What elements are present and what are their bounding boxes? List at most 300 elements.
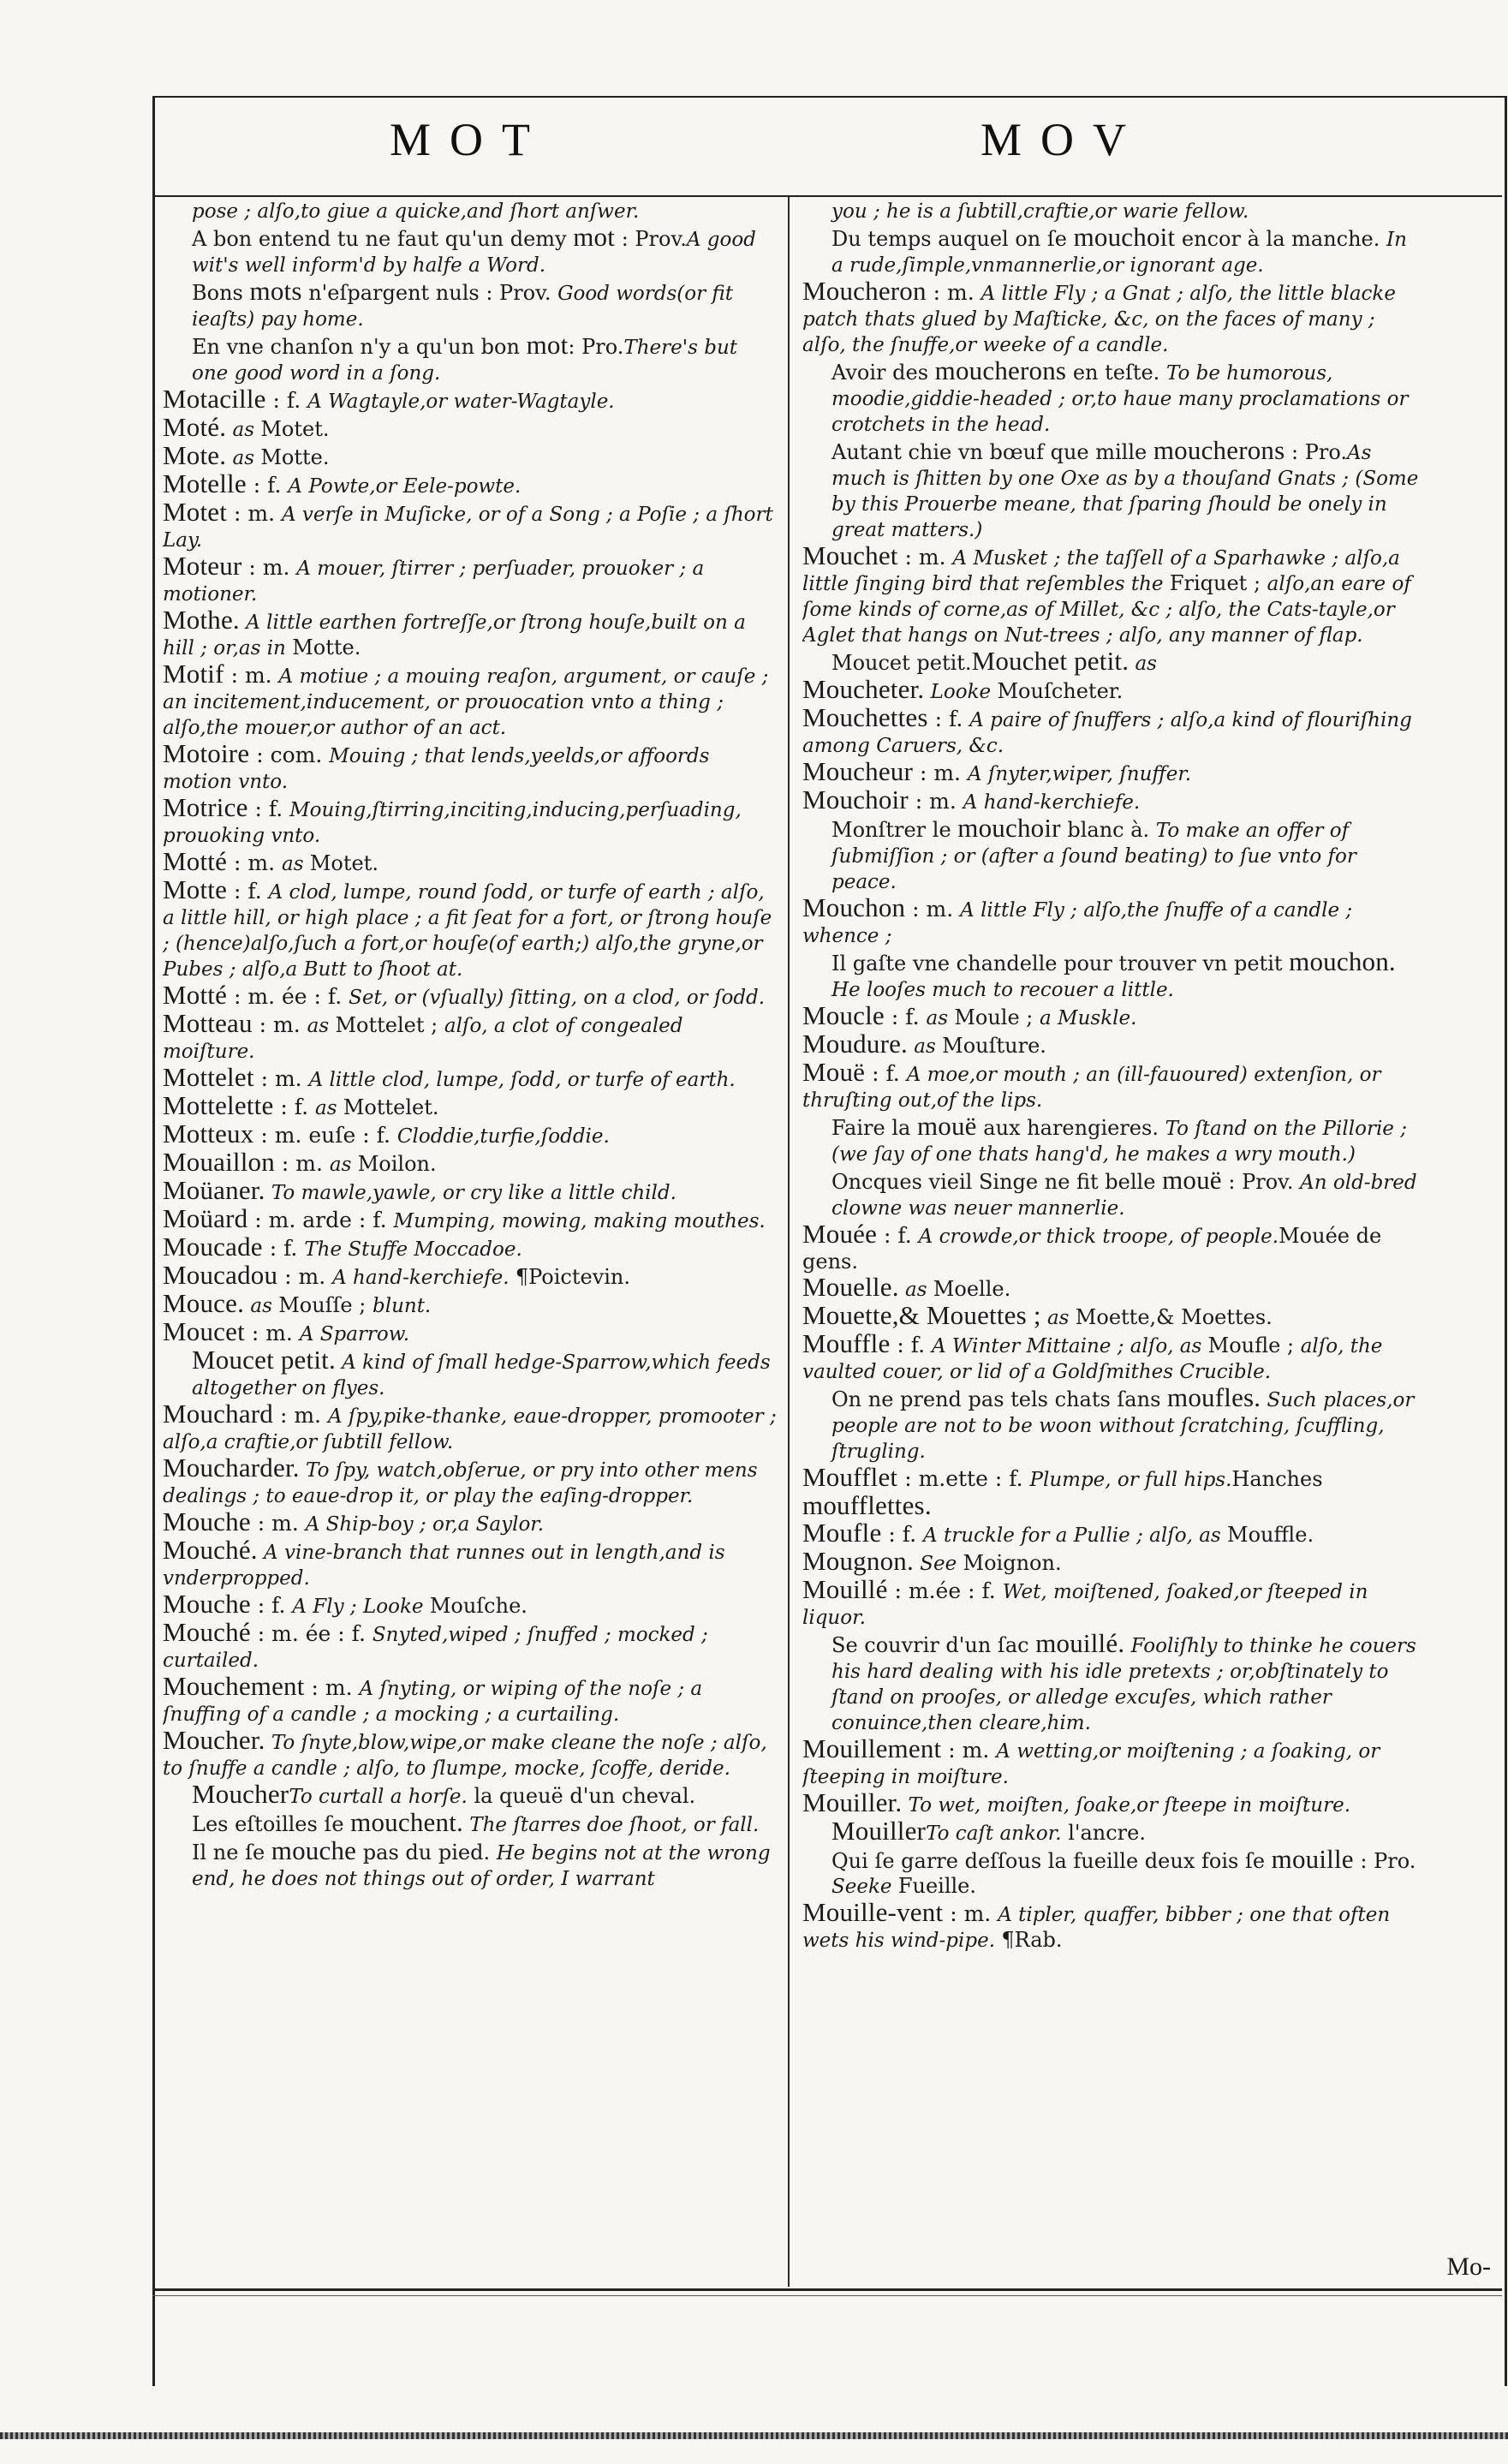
- english-gloss: A ſnyter,wiper, ſnuffer.: [967, 763, 1192, 785]
- english-gloss: as: [226, 447, 261, 469]
- grammar-tag: : m.ée : f.: [887, 1578, 1003, 1603]
- column-divider: [788, 197, 790, 2287]
- headword: Motteau: [163, 1008, 253, 1038]
- french-text: en teſte.: [1066, 361, 1166, 385]
- headword: Moucheron: [802, 276, 927, 306]
- french-text: Moilon.: [357, 1152, 437, 1176]
- grammar-tag: : m.: [241, 555, 297, 580]
- english-gloss: A moe,or mouth ; an (ill-fauoured) extenſion, or thruſting out,of the lips.: [802, 1064, 1381, 1112]
- english-gloss: Set, or (vſually) ſitting, on a clod, or ſodd.: [349, 987, 766, 1009]
- dictionary-entry: [802, 224, 1419, 278]
- headword: mouille: [1271, 1844, 1354, 1874]
- english-gloss: A tipler, quaffer, bibber ; one that often wets his wind-pipe.: [802, 1904, 1391, 1952]
- grammar-tag: : m. arde : f.: [247, 1208, 394, 1232]
- english-gloss: To mawle,yawle, or cry like a little child.: [265, 1182, 677, 1204]
- headword: Mouché.: [163, 1535, 258, 1565]
- headword: Moucet petit.: [192, 1345, 336, 1375]
- english-gloss: To ſpy, watch,obſerue, or pry into other mens dealings ; to eaue-drop it, or play the eaſing-dropper.: [163, 1459, 758, 1507]
- headword: mouchent.: [350, 1807, 463, 1837]
- dictionary-entry: [802, 1031, 1419, 1059]
- dictionary-entry: [163, 1835, 779, 1892]
- english-gloss: An old-bred clowne was neuer mannerlie.: [831, 1172, 1417, 1220]
- english-gloss: A verſe in Muſicke, or of a Song ; a Poſie ; a ſhort Lay.: [163, 504, 773, 552]
- headword: Mouë: [802, 1057, 866, 1087]
- headword: Mouchon: [802, 892, 906, 922]
- english-gloss: A Musket ; the taſſell of a Sparhawke ; alſo,a little ſinging bird that reſembles the: [802, 547, 1400, 595]
- headword: mouë: [916, 1111, 977, 1141]
- dictionary-entry: [802, 648, 1419, 677]
- french-text: Mouſcheter.: [997, 679, 1124, 703]
- dictionary-entry: [802, 815, 1419, 895]
- french-text: Les eſtoilles ſe: [192, 1812, 351, 1836]
- dictionary-entry: [163, 1347, 779, 1401]
- english-gloss: Snyted,wiped ; ſnuffed ; mocked ; curtailed.: [163, 1624, 708, 1672]
- grammar-tag: : m.: [277, 1264, 333, 1289]
- english-gloss: A clod, lumpe, round ſodd, or turfe of earth ; alſo, a little hill, or high place ; a fit ſeat for a fort, or ſtrong houſe ; (hence)alſo,ſuch a fort,or houſe(of earth;) alſo,the gryne,or Pubes ; alſo,a Butt to ſhoot at.: [163, 881, 772, 981]
- french-text: ¶Rab.: [1001, 1928, 1063, 1952]
- english-gloss: as: [1040, 1307, 1076, 1329]
- dictionary-entry: [163, 1175, 779, 1206]
- grammar-tag: : m.: [897, 545, 953, 570]
- french-text: Mouſſe ;: [278, 1293, 373, 1317]
- dictionary-entry: [163, 278, 779, 332]
- headword: Mouce.: [163, 1288, 245, 1318]
- headword: Moucet: [163, 1316, 245, 1346]
- grammar-tag: : f.: [246, 473, 289, 498]
- dictionary-entry: [163, 199, 779, 224]
- french-text: Qui ſe garre deſſous la fueille deux fois ſe: [831, 1849, 1272, 1873]
- english-gloss: To curtall a horſe.: [289, 1786, 468, 1808]
- french-text: Motet.: [260, 417, 330, 441]
- headword: Moucher: [192, 1779, 289, 1809]
- headword: Mouée: [802, 1219, 878, 1249]
- french-text: Faire la: [831, 1116, 917, 1140]
- french-text: Moelle.: [933, 1277, 1011, 1301]
- headword: Motté: [163, 980, 228, 1010]
- english-gloss: you ; he is a ſubtill,craftie,or warie fellow.: [831, 200, 1249, 223]
- french-text: Motet.: [309, 851, 378, 875]
- grammar-tag: : m.: [941, 1738, 997, 1763]
- english-gloss: Looke: [924, 681, 998, 703]
- english-gloss: Wet, moiſtened, ſoaked,or ſteeped in liquor.: [802, 1581, 1368, 1629]
- english-gloss: Seeke: [831, 1876, 898, 1898]
- dictionary-entry: [163, 1617, 779, 1673]
- dictionary-entry: [163, 499, 779, 553]
- dictionary-entry: [163, 1727, 779, 1781]
- dictionary-entry: [802, 1059, 1419, 1113]
- english-gloss: A ſpy,pike-thanke, eaue-dropper, promooter ; alſo,a craftie,or ſubtill fellow.: [163, 1405, 777, 1453]
- headword: Motif: [163, 659, 224, 689]
- headword: Motacille: [163, 384, 266, 414]
- french-text: Fueille.: [897, 1874, 977, 1898]
- dictionary-entry: [802, 892, 1419, 949]
- english-gloss: A Winter Mittaine ; alſo, as: [932, 1335, 1208, 1357]
- dictionary-entry: [163, 1062, 779, 1093]
- headword: Moteur: [163, 551, 242, 581]
- dictionary-entry: [163, 1203, 779, 1234]
- grammar-tag: : f.: [247, 796, 290, 821]
- headword: Mottelet: [163, 1062, 254, 1092]
- headword: Moufle: [802, 1518, 882, 1548]
- headword: Mougnon.: [802, 1546, 914, 1576]
- english-gloss: A Powte,or Eele-powte.: [288, 475, 522, 498]
- headword: Moucharder.: [163, 1453, 300, 1483]
- english-gloss: A crowde,or thick troope, of people.: [918, 1226, 1279, 1248]
- headword: moufles.: [1167, 1382, 1261, 1412]
- french-text: : Pro.: [568, 335, 624, 359]
- headword: mot: [526, 330, 569, 360]
- headword: Mottelette: [163, 1090, 274, 1120]
- headword: Mouche: [163, 1506, 251, 1536]
- english-gloss: alſo, the vaulted couer, or lid of a Goldſmithes Crucible.: [802, 1335, 1383, 1383]
- headword: Mouchement: [163, 1671, 305, 1701]
- dictionary-entry: [163, 1781, 779, 1810]
- french-text: : Prov.: [1221, 1170, 1301, 1194]
- grammar-tag: : m.: [943, 1901, 998, 1926]
- headword: Mouchet petit.: [971, 646, 1130, 676]
- english-gloss: The ſtarres doe ſhoot, or fall.: [462, 1814, 760, 1836]
- dictionary-entry: [163, 846, 779, 877]
- headword: Moucle: [802, 1000, 885, 1030]
- french-text: Mouſche.: [429, 1594, 528, 1618]
- french-text: : Pro.: [1353, 1849, 1416, 1873]
- english-gloss: as: [898, 1279, 933, 1301]
- english-gloss: A Fly ; Looke: [292, 1596, 430, 1618]
- english-gloss: To be humorous, moodie,giddie-headed ; or,to haue many proclamations or crotchets in the head.: [831, 362, 1409, 436]
- grammar-tag: : m.: [273, 1403, 328, 1428]
- dictionary-entry: [802, 1574, 1419, 1631]
- dictionary-entry: [802, 787, 1419, 815]
- french-text: Avoir des: [831, 361, 935, 385]
- grammar-tag: : f.: [890, 1333, 933, 1357]
- dictionary-entry: [802, 1897, 1419, 1954]
- dictionary-entry: [802, 702, 1419, 759]
- english-gloss: A little Fly ; a Gnat ; alſo, the little blacke patch thats glued by Maſticke, &c, on the faces of many ; alſo, the ſnuffe,or weeke of a candle.: [802, 283, 1396, 356]
- dictionary-entry: [802, 1818, 1419, 1847]
- footer-rule: [152, 2288, 1502, 2291]
- grammar-tag: : m.: [913, 761, 968, 785]
- dictionary-entry: [802, 1382, 1419, 1465]
- french-text: En vne chanſon n'y a qu'un bon: [192, 335, 527, 359]
- running-head-left: MOT: [390, 114, 549, 165]
- headword: Motteux: [163, 1119, 254, 1148]
- grammar-tag: : f.: [265, 388, 308, 413]
- dictionary-entry: [802, 278, 1419, 358]
- english-gloss: A hand-kerchiefe.: [963, 791, 1141, 814]
- headword: Moucade: [163, 1232, 263, 1262]
- french-text: Autant chie vn bœuf que mille: [831, 440, 1153, 464]
- english-gloss: A wetting,or moiſtening ; a ſoaking, or ſteeping in moiſture.: [802, 1740, 1380, 1788]
- grammar-tag: : f.: [865, 1061, 907, 1086]
- dictionary-entry: [163, 1149, 779, 1178]
- footer-rule-thin: [152, 2295, 1502, 2296]
- dictionary-entry: [802, 355, 1419, 438]
- dictionary-entry: [802, 1462, 1419, 1520]
- english-gloss: A Sparrow.: [299, 1323, 410, 1345]
- grammar-tag: : m.: [224, 663, 279, 688]
- grammar-tag: : f.: [884, 1005, 927, 1029]
- dictionary-entry: [802, 1844, 1419, 1900]
- dictionary-entry: [163, 607, 779, 661]
- headword: Mouiller.: [802, 1787, 903, 1817]
- french-text: encor à la manche.: [1175, 227, 1387, 251]
- dictionary-entry: [802, 674, 1419, 705]
- grammar-tag: : m.: [905, 897, 961, 922]
- headword: Mouffle: [802, 1328, 891, 1358]
- dictionary-entry: [802, 1113, 1419, 1167]
- headword: Mouaillon: [163, 1147, 275, 1177]
- dictionary-entry: [163, 553, 779, 607]
- dictionary-entry: [802, 1733, 1419, 1790]
- grammar-tag: : f.: [881, 1522, 924, 1547]
- headword: Moucheter.: [802, 674, 925, 704]
- french-text: Motte.: [260, 445, 330, 469]
- english-gloss: pose ; alſo,to giue a quicke,and ſhort anſwer.: [192, 200, 640, 223]
- headword: Motet: [163, 497, 228, 527]
- headword: Mouiller: [831, 1816, 927, 1846]
- grammar-tag: : m.: [253, 1066, 309, 1091]
- english-gloss: A hand-kerchiefe.: [332, 1267, 516, 1289]
- french-text: n'eſpargent nuls : Prov.: [301, 281, 558, 305]
- french-text: : Pro.: [1284, 440, 1348, 464]
- french-text: : Prov.: [615, 227, 687, 251]
- english-gloss: To make an offer of ſubmiſſion ; or (after a ſound beating) to ſue vnto for peace.: [831, 820, 1356, 893]
- french-text: Motte.: [292, 635, 361, 659]
- english-gloss: A truckle for a Pullie ; alſo, as: [923, 1524, 1228, 1547]
- dictionary-entry: [163, 1673, 779, 1727]
- headword: Mouillé: [802, 1574, 888, 1604]
- dictionary-entry: [163, 1591, 779, 1620]
- headword: Motoire: [163, 738, 250, 768]
- dictionary-entry: [163, 332, 779, 386]
- headword: Mouille-vent: [802, 1897, 944, 1927]
- dictionary-entry: [802, 199, 1419, 224]
- headword: Motrice: [163, 792, 248, 822]
- french-text: Se couvrir d'un ſac: [831, 1633, 1036, 1657]
- english-gloss: To wet, moiſten, ſoake,or ſteepe in moiſture.: [902, 1794, 1351, 1817]
- french-text: Mouée de gens.: [802, 1224, 1382, 1274]
- headword: Mouché: [163, 1617, 251, 1647]
- english-gloss: To caſt ankor.: [926, 1823, 1062, 1845]
- french-text: Moette,& Moettes.: [1075, 1305, 1273, 1329]
- headword: Moucher.: [163, 1725, 265, 1755]
- french-text: Bons: [192, 281, 250, 305]
- headword: mouë: [1162, 1165, 1222, 1195]
- dictionary-entry: [163, 412, 779, 443]
- english-gloss: A good wit's well inform'd by halfe a Word.: [192, 229, 756, 277]
- french-text: Mottelet.: [343, 1095, 439, 1119]
- french-text: Monſtrer le: [831, 818, 958, 842]
- headword: Moudure.: [802, 1029, 908, 1059]
- dictionary-entry: [163, 440, 779, 471]
- grammar-tag: : f.: [262, 1236, 305, 1261]
- headword: Mote.: [163, 440, 227, 470]
- dictionary-entry: [163, 1121, 779, 1149]
- dictionary-entry: [163, 468, 779, 499]
- grammar-tag: : m. ée : f.: [250, 1621, 373, 1646]
- right-column: [802, 199, 1419, 2270]
- english-gloss: Mouing ; that lends,yeelds,or affoords motion vnto.: [163, 745, 710, 793]
- headword: Mouette,& Mouettes ;: [802, 1300, 1041, 1330]
- english-gloss: Good words(or fit ieaſts) pay home.: [192, 283, 733, 331]
- dictionary-entry: [163, 874, 779, 982]
- headword: Moufflet: [802, 1462, 898, 1492]
- english-gloss: as: [307, 1015, 336, 1037]
- dictionary-entry: [163, 1090, 779, 1121]
- french-text: Oncques vieil Singe ne fit belle: [831, 1170, 1163, 1194]
- dictionary-entry: [163, 1401, 779, 1455]
- dictionary-entry: [163, 1234, 779, 1262]
- english-gloss: A paire of ſnuffers ; alſo,a kind of flouriſhing among Caruers, &c.: [802, 709, 1412, 757]
- dictionary-entry: [163, 982, 779, 1011]
- english-gloss: A kind of ſmall hedge-Sparrow,which feeds altogether on flyes.: [192, 1351, 771, 1399]
- running-head-right: MOV: [980, 114, 1146, 165]
- grammar-tag: : m.: [926, 280, 981, 305]
- headword: Mouelle.: [802, 1272, 899, 1302]
- french-text: Moucet petit.: [831, 651, 972, 675]
- french-text: Moule ;: [954, 1005, 1040, 1029]
- french-text: blanc à.: [1060, 818, 1156, 842]
- french-text: Mouffle.: [1227, 1523, 1314, 1547]
- english-gloss: A little clod, lumpe, ſodd, or turfe of earth.: [308, 1069, 736, 1091]
- english-gloss: Mouing,ſtirring,inciting,inducing,perſuading, prouoking vnto.: [163, 799, 742, 847]
- english-gloss: blunt.: [372, 1295, 432, 1317]
- english-gloss: as: [244, 1295, 279, 1317]
- headword: Mouillement: [802, 1733, 942, 1763]
- headword: Mouchettes: [802, 702, 928, 732]
- english-gloss: Plumpe, or full hips.: [1029, 1469, 1232, 1491]
- dictionary-entry: [802, 1274, 1419, 1303]
- grammar-tag: : m. euſe : f.: [253, 1123, 397, 1148]
- french-text: Moignon.: [963, 1551, 1062, 1575]
- headword: moucherons: [1153, 435, 1285, 465]
- headword: Moüard: [163, 1203, 248, 1233]
- grammar-tag: : m.ette : f.: [897, 1466, 1030, 1491]
- dictionary-entry: [163, 224, 779, 278]
- scan-edge: [0, 2432, 1508, 2439]
- english-gloss: A Ship-boy ; or,a Saylor.: [305, 1513, 545, 1536]
- dictionary-entry: [802, 756, 1419, 787]
- french-text: Mottelet ;: [335, 1013, 444, 1037]
- english-gloss: To ſnyte,blow,wipe,or make cleane the noſe ; alſo, to ſnuffe a candle ; alſo, to ſlumpe, mocke, ſcoffe, deride.: [163, 1732, 767, 1780]
- dictionary-entry: [163, 1506, 779, 1537]
- french-text: ¶Poictevin.: [515, 1265, 631, 1289]
- headword: mot: [573, 222, 616, 252]
- english-gloss: as: [314, 1097, 343, 1119]
- french-text: Il gaſte vne chandelle pour trouver vn petit: [831, 952, 1290, 975]
- english-gloss: a Muskle.: [1040, 1007, 1137, 1029]
- english-gloss: In a rude,ſimple,vnmannerlie,or ignorant age.: [831, 229, 1407, 277]
- grammar-tag: : m.: [908, 789, 963, 814]
- english-gloss: He looſes much to recouer a little.: [831, 979, 1174, 1001]
- english-gloss: A motiue ; a mouing reaſon, argument, or cauſe ; an incitement,inducement, or prouocation vnto a thing ; alſo,the mouer,or author of an act.: [163, 665, 769, 739]
- dictionary-entry: [802, 1787, 1419, 1818]
- english-gloss: as: [226, 419, 261, 441]
- headword: Mouche: [163, 1589, 251, 1619]
- english-gloss: as: [926, 1007, 955, 1029]
- english-gloss: A mouer, ſtirrer ; perſuader, prouoker ; a motioner.: [163, 558, 705, 606]
- grammar-tag: : f.: [927, 707, 970, 731]
- headword: Moucheur: [802, 756, 914, 786]
- dictionary-entry: [163, 386, 779, 415]
- grammar-tag: : m.: [304, 1675, 360, 1700]
- dictionary-entry: [163, 1262, 779, 1291]
- grammar-tag: : m.: [227, 501, 282, 526]
- french-text: Il ne ſe: [192, 1841, 271, 1864]
- grammar-tag: : f.: [877, 1223, 919, 1248]
- dictionary-entry: [802, 435, 1419, 543]
- french-text: aux harengieres.: [976, 1116, 1165, 1140]
- french-text: Hanches: [1231, 1467, 1323, 1491]
- headword: mouche: [271, 1835, 357, 1865]
- english-gloss: as: [1129, 653, 1157, 675]
- header-rule: [152, 195, 1502, 197]
- grammar-tag: : m.: [250, 1511, 306, 1536]
- dictionary-entry: [163, 661, 779, 741]
- dictionary-entry: [802, 1000, 1419, 1031]
- grammar-tag: : m.: [227, 850, 282, 875]
- headword: mots: [249, 276, 302, 306]
- english-gloss: Mumping, mowing, making mouthes.: [393, 1210, 766, 1232]
- headword: moufflettes.: [802, 1490, 932, 1520]
- dictionary-entry: [163, 792, 779, 849]
- grammar-tag: : f.: [227, 879, 269, 904]
- dictionary-entry: [163, 1807, 779, 1838]
- headword: Moté.: [163, 412, 227, 442]
- headword: Mouchoir: [802, 785, 909, 814]
- french-text: l'ancre.: [1061, 1821, 1146, 1845]
- french-text: pas du pied.: [356, 1841, 497, 1864]
- english-gloss: A vine-branch that runnes out in length,and is vnderpropped.: [163, 1542, 725, 1590]
- headword: mouchon.: [1289, 946, 1396, 976]
- dictionary-entry: [802, 1520, 1419, 1548]
- headword: moucherons: [934, 355, 1067, 385]
- english-gloss: A little Fly ; alſo,the ſnuffe of a candle ; whence ;: [802, 899, 1353, 947]
- headword: Mothe.: [163, 605, 240, 635]
- english-gloss: Cloddie,turfie,ſoddie.: [396, 1125, 610, 1148]
- english-gloss: There's but one good word in a ſong.: [192, 337, 737, 385]
- french-text: Friquet ;: [1169, 571, 1267, 595]
- english-gloss: alſo, a clot of congealed moiſture.: [163, 1015, 683, 1063]
- english-gloss: as: [281, 853, 310, 875]
- catchword: Mo-: [1446, 2252, 1491, 2281]
- dictionary-entry: [163, 1537, 779, 1591]
- english-gloss: as: [908, 1035, 943, 1058]
- french-text: Moufle ;: [1207, 1333, 1301, 1357]
- dictionary-entry: [802, 1167, 1419, 1221]
- french-text: Du temps auquel on ſe: [831, 227, 1074, 251]
- headword: Motté: [163, 846, 228, 876]
- grammar-tag: : f.: [250, 1593, 293, 1618]
- english-gloss: A little earthen fortreſſe,or ſtrong houſe,built on a hill ; or,as in: [163, 612, 746, 659]
- english-gloss: alſo,an eare of ſome kinds of corne,as of Millet, &c ; alſo, the Cats-tayle,or Aglet that hangs on Nut-trees ; alſo, any manner of flap.: [802, 573, 1411, 647]
- grammar-tag: : com.: [249, 743, 330, 767]
- grammar-tag: : m. ée : f.: [227, 984, 349, 1009]
- grammar-tag: : f.: [273, 1095, 315, 1119]
- headword: Moüaner.: [163, 1175, 265, 1205]
- english-gloss: Fooliſhly to thinke he couers his hard dealing with his idle pretexts ; or,obſtinately to ſtand on prooſes, or alledge excuſes, which rather conuince,then cleare,him.: [831, 1635, 1416, 1734]
- english-gloss: A Wagtayle,or water-Wagtayle.: [307, 391, 615, 413]
- english-gloss: To ſtand on the Pillorie ; (we ſay of one thats hang'd, he makes a wry mouth.): [831, 1118, 1407, 1166]
- english-gloss: Such places,or people are not to be woon without ſcratching, ſcuffling, ſtrugling.: [831, 1389, 1415, 1463]
- dictionary-entry: [163, 738, 779, 795]
- english-gloss: As much is ſhitten by one Oxe as by a thouſand Gnats ; (Some by this Prouerbe meane, that ſparing ſhould be onely in great matters.): [831, 442, 1419, 541]
- dictionary-entry: [163, 1316, 779, 1347]
- grammar-tag: : m.: [244, 1321, 300, 1345]
- english-gloss: See: [913, 1553, 963, 1575]
- dictionary-entry: [802, 1221, 1419, 1274]
- dictionary-entry: [802, 1628, 1419, 1736]
